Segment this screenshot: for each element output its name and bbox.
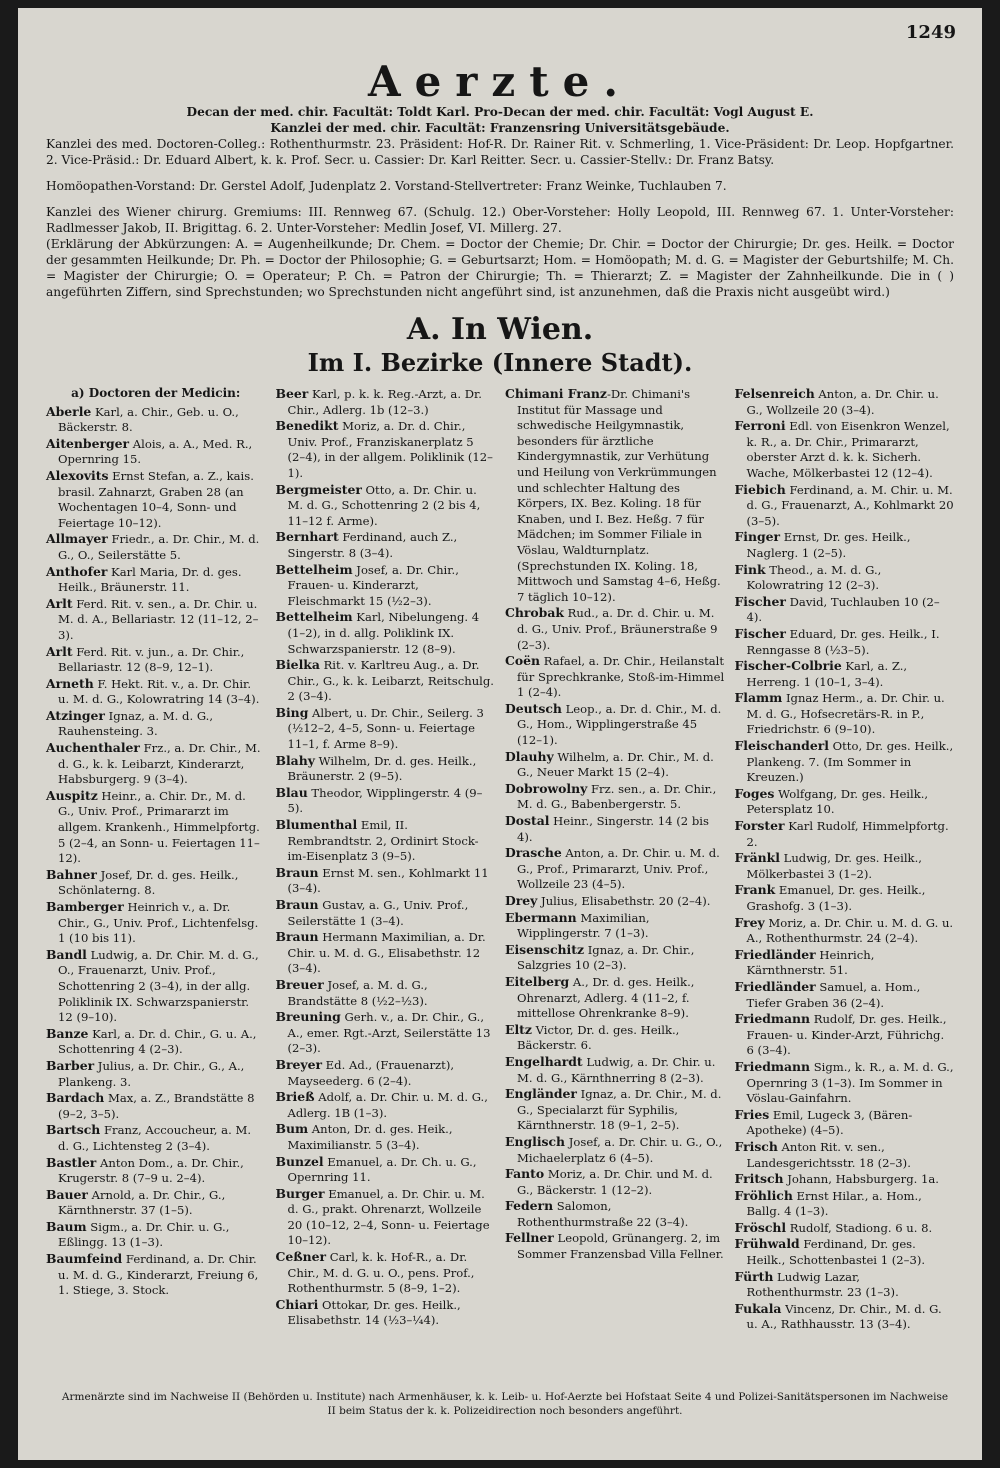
doctor-name: Engelhardt	[505, 1053, 583, 1069]
doctor-name: Forster	[734, 818, 785, 834]
doctor-entry	[735, 915, 955, 947]
doctor-details: Leop., a. Dr. d. Chir., M. d. G., Hom., Wipplingerstraße 45 (12–1).	[517, 701, 722, 748]
doctor-name: Ferroni	[734, 418, 786, 434]
doctor-name: Dostal	[505, 813, 550, 829]
doctor-name: Engländer	[505, 1086, 577, 1102]
doctor-details: Ludwig, a. Dr. Chir. u. M. d. G., Kärnthnerring 8 (2–3).	[517, 1054, 716, 1085]
doctor-entry	[505, 653, 725, 701]
doctor-name: Blumenthal	[275, 817, 358, 833]
doctor-details: Gustav, a. G., Univ. Prof., Seilerstätte 1 (3–4).	[287, 898, 469, 928]
doctor-entry	[276, 753, 496, 785]
doctor-entry	[276, 529, 496, 561]
doctor-details: Ernst Hilar., a. Hom., Ballg. 4 (1–3).	[746, 1188, 922, 1219]
doctor-details: Rudolf, Dr. ges. Heilk., Frauen- u. Kinder-Arzt, Führichg. 6 (3–4).	[746, 1012, 947, 1058]
doctor-name: Chimani Franz	[505, 386, 607, 401]
doctor-name: Anthofer	[46, 563, 108, 579]
doctor-entry	[505, 1054, 725, 1086]
doctor-name: Federn	[505, 1198, 554, 1214]
doctor-details: Frz. sen., a. Dr. Chir., M. d. G., Babenbergerstr. 5.	[517, 781, 717, 812]
doctor-details: Ottokar, Dr. ges. Heilk., Elisabethstr. 14 (½3–¼4).	[287, 1297, 461, 1328]
doctor-entry	[46, 436, 266, 468]
doctor-name: Benedikt	[275, 418, 339, 434]
doctor-details: F. Hekt. Rit. v., a. Dr. Chir. u. M. d. G., Kolowratring 14 (3–4).	[58, 676, 260, 707]
doctor-details: Johann, Habsburgerg. 1a.	[783, 1172, 939, 1187]
abbreviations-legend: (Erklärung der Abkürzungen: A. = Augenheilkunde; Dr. Chem. = Doctor der Chemie; Dr. Chir. = Doctor der Chirurgie; Dr. ges. Heilk. = Doctor der gesammten Heilkunde; Dr. Ph. = Doctor der Philosophie; G. = Geburtsarzt; Hom. = Homöopath; M. d. G. = Magister der Geburtshilfe; M. Ch. = Magister der Chirurgie; O. = Operateur; P. Ch. = Patron der Chirurgie; Th. = Thierarzt; Z. = Magister der Zahnheilkunde. Die in ( ) angeführten Ziffern, sind Sprechstunden; wo Sprechstunden nicht angeführt sind, ist anzunehmen, daß die Praxis nicht ausgeübt wird.)	[46, 237, 954, 299]
doctor-name: Fröschl	[734, 1219, 787, 1235]
doctor-details: Anton Rit. v. sen., Landesgerichtsstr. 18 (2–3).	[746, 1139, 911, 1170]
doctor-details: Rudolf, Stadiong. 6 u. 8.	[786, 1220, 933, 1235]
doctor-name: Coën	[505, 653, 541, 669]
doctor-name: Beer	[275, 386, 309, 401]
doctor-details: Max, a. Z., Brandstätte 8 (9–2, 3–5).	[58, 1091, 255, 1121]
doctor-entry	[276, 562, 496, 610]
doctor-details: Moriz, a. Dr. d. Chir., Univ. Prof., Franziskanerplatz 5 (2–4), in der allgem. Poliklinik (12–1).	[287, 419, 493, 480]
doctor-details: Josef, a. Dr. Chir. u. G., O., Michaelerplatz 6 (4–5).	[517, 1134, 723, 1165]
doctor-name: Bardach	[46, 1090, 105, 1106]
doctor-name: Blahy	[275, 752, 315, 768]
doctor-entry	[46, 644, 266, 676]
doctor-name: Bum	[275, 1121, 309, 1137]
doctor-details: Rit. v. Karltreu Aug., a. Dr. Chir., G., k. k. Leibarzt, Reitschulg. 2 (3–4).	[287, 658, 494, 704]
doctor-entry	[735, 1059, 955, 1107]
doctor-name: Fukala	[734, 1300, 782, 1316]
doctor-name: Eitelberg	[505, 973, 570, 989]
doctor-name: Arneth	[46, 675, 94, 691]
doctor-details: Ferdinand, Dr. ges. Heilk., Schottenbastei 1 (2–3).	[746, 1237, 926, 1268]
doctor-name: Alexovits	[46, 467, 109, 483]
doctor-entry	[735, 1139, 955, 1171]
doctor-name: Bergmeister	[275, 481, 362, 497]
page-title: Aerzte.	[367, 57, 633, 106]
doctor-details: Ferd. Rit. v. sen., a. Dr. Chir. u. M. d. A., Bellariastr. 12 (11–12, 2–3).	[58, 596, 259, 642]
doctor-name: Englisch	[505, 1133, 566, 1149]
doctor-entry	[735, 738, 955, 786]
doctor-name: Felsenreich	[734, 386, 815, 401]
doctor-entry	[276, 418, 496, 481]
doctor-name: Fries	[734, 1106, 770, 1122]
doctor-details: Emanuel, Dr. ges. Heilk., Grashofg. 3 (1–3).	[746, 883, 926, 913]
doctor-entry	[276, 1154, 496, 1186]
doctor-details: Josef, a. Dr. Chir., Frauen- u. Kinderarzt, Fleischmarkt 15 (½2–3).	[287, 562, 459, 608]
doctor-details: Ignaz, a. Dr. Chir., M. d. G., Specialarzt für Syphilis, Kärnthnerstr. 18 (9–1, 2–5).	[517, 1087, 722, 1133]
doctor-details: Eduard, Dr. ges. Heilk., I. Renngasse 8 (½3–5).	[746, 626, 940, 657]
doctor-entry	[735, 418, 955, 481]
doctor-details: Heinr., Singerstr. 14 (2 bis 4).	[517, 814, 709, 844]
doctor-details: Ludwig, Dr. ges. Heilk., Mölkerbastei 3 (1–2).	[746, 851, 922, 881]
directory-page	[18, 8, 982, 1460]
doctor-name: Dobrowolny	[505, 780, 588, 796]
faculty-header	[46, 104, 954, 300]
doctor-entry	[735, 562, 955, 594]
doctor-entry	[276, 609, 496, 657]
doctor-name: Bettelheim	[275, 561, 353, 577]
doctor-details: Edl. von Eisenkron Wenzel, k. R., a. Dr. Chir., Primararzt, oberster Arzt d. k. k. Sicherh. Wache, Mölkerbastei 12 (12–4).	[746, 419, 950, 480]
homoeopathen-line: Homöopathen-Vorstand: Dr. Gerstel Adolf, Judenplatz 2. Vorstand-Stellvertreter: Franz Weinke, Tuchlauben 7.	[46, 179, 727, 193]
doctor-details: Karl, a. Dr. d. Chir., G. u. A., Schottenring 4 (2–3).	[58, 1026, 257, 1057]
doctor-entry	[735, 979, 955, 1011]
entries-col-4	[735, 386, 955, 1333]
doctor-name: Bartsch	[46, 1122, 101, 1138]
doctor-details: Theodor, Wipplingerstr. 4 (9–5).	[287, 785, 483, 816]
doctor-entry	[735, 658, 955, 690]
doctor-details: Emil, Lugeck 3, (Bären-Apotheke) (4–5).	[746, 1107, 913, 1138]
doctor-details: Carl, k. k. Hof-R., a. Dr. Chir., M. d. G. u. O., pens. Prof., Rothenthurmstr. 5 (8–9, 1–2).	[287, 1250, 475, 1296]
doctor-name: Brieß	[275, 1089, 315, 1105]
doctor-name: Fanto	[505, 1166, 545, 1182]
doctor-name: Aberle	[46, 403, 92, 419]
doctor-entry	[735, 1107, 955, 1139]
doctor-entry	[505, 974, 725, 1022]
doctor-details: Ed. Ad., (Frauenarzt), Mayseederg. 6 (2–4).	[287, 1057, 455, 1088]
doctor-entry	[46, 1058, 266, 1090]
doctor-name: Dlauhy	[505, 748, 554, 764]
doctor-entry	[735, 1011, 955, 1059]
doctor-details: Karl Rudolf, Himmelpfortg. 2.	[746, 819, 949, 849]
doctor-entry	[276, 865, 496, 897]
gremium-line: Kanzlei des Wiener chirurg. Gremiums: III. Rennweg 67. (Schulg. 12.) Ober-Vorsteher: Holly Leopold, III. Rennweg 67. 1. Unter-Vorsteher: Radlmesser Jakob, II. Brigittag. 6. 2. Unter-Vorsteher: Medlin Josef, VI. Millerg. 27.	[46, 205, 954, 235]
footer-note: Armenärzte sind im Nachweise II (Behörden u. Institute) nach Armenhäuser, k. k. Leib- u. Hof-Aerzte bei Hofstaat Seite 4 und Polizei-Sanitätspersonen im Nachweise II beim Status der k. k. Polizeidirection noch besonders angeführt.	[61, 1391, 949, 1417]
doctor-entry	[505, 386, 725, 605]
doctor-entry	[276, 657, 496, 705]
doctor-entry	[735, 626, 955, 658]
doctor-details: Franz, Accoucheur, a. M. d. G., Lichtensteg 2 (3–4).	[58, 1123, 251, 1153]
doctor-name: Fränkl	[734, 850, 780, 866]
doctor-entry	[46, 1187, 266, 1219]
doctor-entry	[46, 1122, 266, 1154]
doctor-name: Flamm	[734, 690, 783, 706]
doctor-name: Frank	[734, 882, 776, 898]
doctor-entry	[735, 386, 955, 418]
doctor-name: Bahner	[46, 866, 97, 882]
doctor-name: Fischer	[734, 593, 786, 609]
doctor-entry	[276, 1089, 496, 1121]
doctor-details: Emanuel, a. Dr. Chir. u. M. d. G., prakt. Ohrenarzt, Wollzeile 20 (10–12, 2–4, Sonn- u. Feiertage 10–12).	[287, 1186, 490, 1248]
doctor-entry	[276, 785, 496, 817]
doctor-details: Karl, p. k. k. Reg.-Arzt, a. Dr. Chir., Adlerg. 1b (12–3.)	[287, 387, 482, 417]
doctor-entry	[505, 845, 725, 893]
doctor-entry	[505, 893, 725, 910]
doctor-name: Auspitz	[46, 787, 98, 803]
doctor-entry	[46, 468, 266, 531]
doctor-name: Chrobak	[505, 605, 564, 621]
doctor-details: Emanuel, a. Dr. Ch. u. G., Opernring 11.	[287, 1154, 477, 1185]
doctor-details: A., Dr. d. ges. Heilk., Ohrenarzt, Adlerg. 4 (11–2, f. mittellose Ohrenkranke 8–9).	[517, 974, 695, 1021]
doctor-details: -Dr. Chimani's Institut für Massage und schwedische Heilgymnastik, besonders für ärztliche Kindergymnastik, zur Verhütung und Heilung von Verkrümmungen und schlechter Haltung des Körpers, IX. Bez. Koling. 18 für Knaben, und I. Bez. Heßg. 7 für Mädchen; im Sommer Filiale in Vöslau, Waldturnplatz. (Sprechstunden IX. Koling. 18, Mittwoch und Samstag 4–6, Heßg. 7 täglich 10–12).	[517, 387, 721, 604]
doctor-details: Ferdinand, a. M. Chir. u. M. d. G., Frauenarzt, A., Kohlmarkt 20 (3–5).	[746, 482, 954, 528]
doctor-name: Bettelheim	[275, 609, 353, 625]
doctor-entry	[735, 818, 955, 850]
doctor-entry	[46, 531, 266, 563]
doctor-details: Josef, Dr. d. ges. Heilk., Schönlaterng. 8.	[58, 867, 239, 898]
doctor-entry	[276, 1057, 496, 1089]
doctor-name: Fischer	[734, 625, 786, 641]
doctor-entry	[276, 1249, 496, 1297]
doctor-name: Deutsch	[505, 700, 562, 716]
doctor-details: Albert, u. Dr. Chir., Seilerg. 3 (½12–2, 4–5, Sonn- u. Feiertage 11–1, f. Arme 8–9).	[287, 705, 484, 752]
doctor-entry	[276, 977, 496, 1009]
doctor-entry	[46, 788, 266, 867]
doctor-entry	[46, 947, 266, 1026]
section-title: A. In Wien.	[406, 312, 594, 347]
doctor-name: Auchenthaler	[46, 740, 140, 756]
doctor-name: Bauer	[46, 1186, 88, 1202]
doctor-entry	[46, 1090, 266, 1122]
doctor-details: Arnold, a. Dr. Chir., G., Kärnthnerstr. 37 (1–5).	[58, 1187, 226, 1218]
doctor-details: Heinr., a. Chir. Dr., M. d. G., Univ. Prof., Primararzt im allgem. Krankenh., Himmelpfortg. 5 (2–4, an Sonn- u. Feiertagen 11–12).	[58, 788, 260, 866]
doctor-details: Sigm., k. R., a. M. d. G., Opernring 3 (1–3). Im Sommer in Vöslau-Gainfahrn.	[746, 1059, 954, 1106]
doctor-details: Rud., a. Dr. d. Chir. u. M. d. G., Univ. Prof., Bräunerstraße 9 (2–3).	[517, 606, 718, 652]
doctor-details: Victor, Dr. d. ges. Heilk., Bäckerstr. 6.	[517, 1022, 680, 1053]
doctor-entry	[276, 482, 496, 530]
doctor-details: Anton Dom., a. Dr. Chir., Krugerstr. 8 (7–9 u. 2–4).	[58, 1155, 244, 1186]
doctor-entry	[735, 1301, 955, 1333]
doctor-name: Eisenschitz	[505, 941, 585, 957]
doctor-entry	[735, 1269, 955, 1301]
doctor-entry	[735, 1220, 955, 1237]
doctor-details: Ernst Stefan, a. Z., kais. brasil. Zahnarzt, Graben 28 (an Wochentagen 10–4, Sonn- und Feiertage 10–12).	[58, 468, 254, 530]
doctor-details: Emil, II. Rembrandtstr. 2, Ordinirt Stock-im-Eisenplatz 3 (9–5).	[287, 818, 479, 864]
doctor-name: Fröhlich	[734, 1187, 793, 1203]
column-3	[505, 386, 725, 1321]
doctor-entry	[735, 690, 955, 738]
doctor-entry	[46, 708, 266, 740]
doctor-name: Bernhart	[275, 529, 339, 545]
doctor-name: Frisch	[734, 1138, 778, 1154]
entries-col-1	[46, 404, 266, 1299]
doctor-details: Gerh. v., a. Dr. Chir., G., A., emer. Rgt.-Arzt, Seilerstätte 13 (2–3).	[287, 1010, 491, 1056]
doctor-details: Wilhelm, Dr. d. ges. Heilk., Bräunerstr. 2 (9–5).	[287, 753, 477, 784]
doctor-details: Salomon, Rothenthurmstraße 22 (3–4).	[517, 1199, 689, 1229]
doctor-details: Ernst M. sen., Kohlmarkt 11 (3–4).	[287, 865, 489, 896]
doctor-details: Frz., a. Dr. Chir., M. d. G., k. k. Leibarzt, Kinderarzt, Habsburgerg. 9 (3–4).	[58, 741, 261, 787]
doctor-name: Bandl	[46, 946, 87, 962]
doctor-entry	[276, 897, 496, 929]
column-heading: a) Doctoren der Medicin:	[71, 386, 241, 400]
column-2	[275, 386, 496, 1328]
doctor-entry	[735, 594, 955, 626]
doctor-details: Julius, Elisabethstr. 20 (2–4).	[537, 894, 711, 908]
doctor-details: Hermann Maximilian, a. Dr. Chir. u. M. d. G., Elisabethstr. 12 (3–4).	[287, 930, 486, 976]
doctor-details: Sigm., a. Dr. Chir. u. G., Eßlingg. 13 (1–3).	[58, 1219, 230, 1250]
doctor-entry	[505, 1230, 725, 1262]
doctor-name: Breuer	[275, 976, 324, 992]
doctor-name: Bielka	[275, 657, 320, 673]
doctor-entry	[735, 1171, 955, 1188]
doctor-details: Maximilian, Wipplingerstr. 7 (1–3).	[517, 910, 650, 941]
doctor-name: Aitenberger	[46, 435, 130, 451]
district-title: Im I. Bezirke (Innere Stadt).	[307, 348, 693, 377]
doctor-entry	[505, 605, 725, 653]
column-1	[46, 386, 266, 1321]
header-line-college: Kanzlei des med. Doctoren-Colleg.: Rothenthurmstr. 23. Präsident: Hof-R. Dr. Rainer Rit. v. Schmerling, 1. Vice-Präsident: Dr. Leop. Hopfgartner. 2. Vice-Präsid.: Dr. Eduard Albert, k. k. Prof. Secr. u. Cassier: Dr. Karl Reitter. Secr. u. Cassier-Stellv.: Dr. Franz Batsy.	[46, 137, 954, 167]
doctor-name: Baum	[46, 1218, 87, 1234]
doctor-details: Josef, a. M. d. G., Brandstätte 8 (½2–½3).	[287, 977, 428, 1008]
doctor-entry	[46, 1026, 266, 1058]
doctor-name: Drasche	[505, 845, 562, 861]
doctor-name: Frey	[734, 914, 765, 930]
doctor-details: Theod., a. M. d. G., Kolowratring 12 (2–3).	[746, 562, 882, 593]
doctor-details: Julius, a. Dr. Chir., G., A., Plankeng. 3.	[58, 1058, 245, 1089]
doctor-details: Ignaz, a. M. d. G., Rauhensteing. 3.	[58, 708, 214, 739]
doctor-details: Moriz, a. Dr. Chir. und M. d. G., Bäckerstr. 1 (12–2).	[517, 1167, 713, 1197]
doctor-details: Ludwig, a. Dr. Chir. M. d. G., O., Frauenarzt, Univ. Prof., Schottenring 2 (3–4), in der allg. Poliklinik IX. Schwarzspanierstr. 12 (9–10).	[58, 947, 259, 1025]
doctor-details: Wolfgang, Dr. ges. Heilk., Petersplatz 10.	[746, 786, 929, 817]
doctor-name: Friedmann	[734, 1058, 811, 1074]
doctor-details: David, Tuchlauben 10 (2–4).	[746, 594, 940, 625]
doctor-entry	[735, 850, 955, 882]
doctor-entry	[46, 404, 266, 436]
doctor-entry	[735, 786, 955, 818]
doctor-entry	[505, 942, 725, 974]
doctor-details: Otto, a. Dr. Chir. u. M. d. G., Schottenring 2 (2 bis 4, 11–12 f. Arme).	[287, 482, 481, 528]
entries-col-3	[505, 386, 725, 1263]
doctor-entry	[46, 1155, 266, 1187]
doctor-entry	[505, 1166, 725, 1198]
doctor-entry	[46, 867, 266, 899]
doctor-name: Ebermann	[505, 909, 577, 925]
doctor-details: Moriz, a. Dr. Chir. u. M. d. G. u. A., Rothenthurmstr. 24 (2–4).	[746, 915, 954, 946]
doctor-name: Bamberger	[46, 899, 124, 914]
doctor-entry	[735, 482, 955, 530]
doctor-details: Heinrich, Kärnthnerstr. 51.	[746, 947, 875, 978]
doctor-name: Friedländer	[734, 978, 816, 994]
doctor-name: Chiari	[275, 1296, 319, 1312]
doctor-entry	[46, 596, 266, 644]
doctor-details: Anton, a. Dr. Chir. u. M. d. G., Prof., Primararzt, Univ. Prof., Wollzeile 23 (4–5).	[517, 846, 720, 892]
doctor-details: Rafael, a. Dr. Chir., Heilanstalt für Sprechkranke, Stoß-im-Himmel 1 (2–4).	[517, 654, 725, 700]
doctor-details: Karl Maria, Dr. d. ges. Heilk., Bräunerstr. 11.	[58, 564, 242, 595]
doctor-name: Fiebich	[734, 481, 786, 497]
doctor-entry	[505, 749, 725, 781]
doctor-name: Drey	[505, 893, 538, 908]
doctor-details: Vincenz, Dr. Chir., M. d. G. u. A., Rathhausstr. 13 (3–4).	[746, 1301, 942, 1332]
doctor-name: Friedländer	[734, 946, 816, 962]
doctor-name: Breyer	[275, 1056, 322, 1072]
doctor-entry	[46, 1251, 266, 1299]
doctor-entry	[276, 1186, 496, 1249]
doctor-name: Fischer-Colbrie	[734, 658, 842, 674]
doctor-entry	[505, 1022, 725, 1054]
doctor-entry	[505, 813, 725, 845]
doctor-details: Anton, a. Dr. Chir. u. G., Wollzeile 20 (3–4).	[746, 387, 939, 417]
doctor-details: Adolf, a. Dr. Chir. u. M. d. G., Adlerg. 1B (1–3).	[287, 1090, 488, 1120]
doctor-entry	[505, 1198, 725, 1230]
doctor-name: Friedmann	[734, 1011, 811, 1027]
header-line-dean: Decan der med. chir. Facultät: Toldt Karl. Pro-Decan der med. chir. Facultät: Vogl August E.	[186, 105, 814, 119]
doctor-name: Braun	[275, 897, 319, 912]
doctor-name: Burger	[275, 1185, 325, 1201]
doctor-entry	[276, 705, 496, 753]
doctor-details: Leopold, Grünangerg. 2, im Sommer Franzensbad Villa Fellner.	[517, 1231, 724, 1262]
doctor-details: Ferdinand, a. Dr. Chir. u. M. d. G., Kinderarzt, Freiung 6, 1. Stiege, 3. Stock.	[58, 1252, 259, 1298]
doctor-name: Fleischanderl	[734, 738, 829, 754]
doctor-name: Bunzel	[275, 1153, 324, 1169]
doctor-entry	[276, 1297, 496, 1329]
doctor-name: Blau	[275, 784, 308, 800]
doctor-entry	[46, 899, 266, 947]
doctor-name: Breuning	[275, 1009, 341, 1025]
doctor-entry	[505, 1086, 725, 1134]
doctor-entry	[505, 781, 725, 813]
doctor-entry	[276, 1121, 496, 1153]
column-4	[734, 386, 955, 1332]
doctor-details: Ferdinand, auch Z., Singerstr. 8 (3–4).	[287, 530, 458, 560]
doctor-name: Braun	[275, 929, 319, 945]
entries-col-2	[276, 386, 496, 1329]
doctor-name: Baumfeind	[46, 1251, 123, 1267]
doctor-entry	[276, 929, 496, 977]
doctor-details: Karl, a. Chir., Geb. u. O., Bäckerstr. 8.	[58, 404, 239, 435]
doctor-details: Karl, a. Z., Herreng. 1 (10–1, 3–4).	[746, 659, 908, 689]
doctor-entry	[735, 529, 955, 561]
doctor-entry	[46, 1219, 266, 1251]
doctor-entry	[276, 817, 496, 865]
doctor-name: Fritsch	[734, 1171, 784, 1187]
doctor-name: Atzinger	[46, 707, 105, 723]
doctor-name: Braun	[275, 864, 319, 880]
doctor-details: Ludwig Lazar, Rothenthurmstr. 23 (1–3).	[746, 1269, 899, 1300]
doctor-name: Fellner	[505, 1230, 554, 1246]
doctor-entry	[505, 910, 725, 942]
doctor-details: Karl, Nibelungeng. 4 (1–2), in d. allg. Poliklink IX. Schwarzspanierstr. 12 (8–9).	[287, 610, 480, 656]
doctor-details: Friedr., a. Dr. Chir., M. d. G., O., Seilerstätte 5.	[58, 532, 260, 562]
doctor-name: Allmayer	[46, 531, 108, 547]
doctor-columns	[46, 386, 954, 1332]
doctor-name: Arlt	[46, 643, 73, 659]
doctor-details: Anton, Dr. d. ges. Heik., Maximilianstr. 5 (3–4).	[287, 1122, 453, 1152]
doctor-entry	[505, 701, 725, 749]
doctor-name: Eltz	[505, 1021, 532, 1037]
doctor-name: Ceßner	[275, 1249, 327, 1265]
doctor-entry	[46, 740, 266, 788]
doctor-details: Wilhelm, a. Dr. Chir., M. d. G., Neuer Markt 15 (2–4).	[517, 749, 714, 780]
header-line-chancery: Kanzlei der med. chir. Facultät: Franzensring Universitätsgebäude.	[270, 121, 730, 135]
doctor-details: Alois, a. A., Med. R., Opernring 15.	[58, 436, 253, 467]
doctor-name: Bing	[275, 704, 309, 720]
doctor-details: Ignaz, a. Dr. Chir., Salzgries 10 (2–3).	[517, 942, 695, 973]
doctor-name: Finger	[734, 529, 781, 545]
doctor-entry	[735, 947, 955, 979]
doctor-entry	[276, 1009, 496, 1057]
doctor-name: Bastler	[46, 1154, 97, 1170]
doctor-details: Ernst, Dr. ges. Heilk., Naglerg. 1 (2–5).	[746, 530, 911, 560]
doctor-details: Samuel, a. Hom., Tiefer Graben 36 (2–4).	[746, 979, 921, 1010]
doctor-name: Arlt	[46, 595, 73, 611]
doctor-details: Heinrich v., a. Dr. Chir., G., Univ. Prof., Lichtenfelsg. 1 (10 bis 11).	[58, 900, 259, 946]
doctor-name: Foges	[734, 785, 775, 801]
doctor-name: Fürth	[734, 1268, 774, 1284]
doctor-details: Ignaz Herm., a. Dr. Chir. u. M. d. G., Hofsecretärs-R. in P., Friedrichstr. 6 (9–10).	[746, 691, 945, 737]
doctor-name: Frühwald	[734, 1236, 800, 1252]
doctor-details: Otto, Dr. ges. Heilk., Plankeng. 7. (Im Sommer in Kreuzen.)	[746, 739, 954, 785]
doctor-name: Fink	[734, 561, 766, 577]
doctor-name: Banze	[46, 1025, 89, 1041]
page-number: 1249	[905, 22, 956, 43]
doctor-entry	[276, 386, 496, 418]
doctor-entry	[46, 564, 266, 596]
doctor-entry	[735, 882, 955, 914]
doctor-name: Barber	[46, 1057, 95, 1073]
doctor-entry	[735, 1236, 955, 1268]
doctor-entry	[505, 1134, 725, 1166]
doctor-entry	[46, 676, 266, 708]
doctor-details: Ferd. Rit. v. jun., a. Dr. Chir., Bellariastr. 12 (8–9, 12–1).	[58, 644, 245, 675]
doctor-entry	[735, 1188, 955, 1220]
